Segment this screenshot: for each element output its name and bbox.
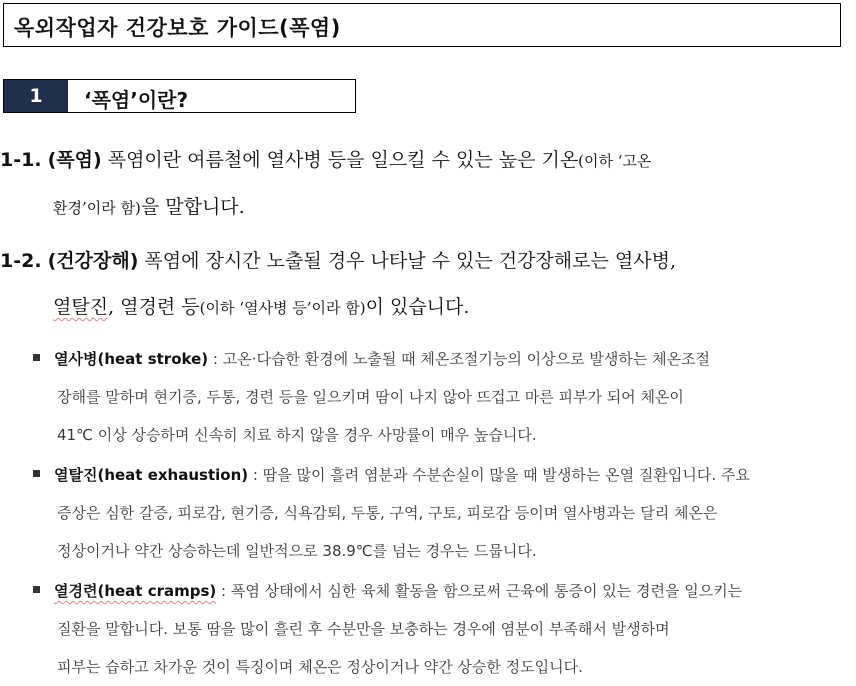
bullet-heat-cramps [33, 572, 853, 686]
paragraph-1-1-line-1 [0, 137, 848, 184]
spellcheck-word: 열탈진 [53, 296, 109, 318]
bullet-line-2: 증상은 심한 갈증, 피로감, 현기증, 식욕감퇴, 두통, 구역, 구토, 피로감 등이며 열사병과는 달리 체온은 [57, 504, 718, 522]
paragraph-label: (폭염) [47, 149, 102, 171]
paragraph-text: 폭염에 장시간 노출될 경우 나타날 수 있는 건강장해로는 열사병, [138, 250, 676, 272]
paragraph-1-2-line-1 [0, 238, 848, 284]
paragraph-1-2-line-2 [0, 284, 848, 331]
paragraph-1-1-line-2 [0, 184, 848, 231]
paragraph-text: 폭염이란 여름철에 열사병 등을 일으킬 수 있는 높은 기온 [101, 149, 579, 171]
bullet-line-1 [33, 572, 853, 610]
bullet-heat-exhaustion [33, 456, 853, 570]
bullet-term: 열경련(heat cramps) [54, 582, 217, 600]
bullet-term: 열사병(heat stroke) [54, 350, 209, 368]
bullet-line-1 [33, 456, 853, 494]
paragraph-number: 1-2. [0, 250, 42, 272]
paragraph-note: (이하 ‘열사병 등’이라 함) [199, 299, 366, 317]
paragraph-note: (이하 ‘고온 [578, 152, 652, 170]
paragraph-text: 을 말합니다. [140, 196, 245, 218]
paragraph-1-1 [0, 137, 848, 231]
paragraph-number: 1-1. [0, 149, 42, 171]
bullet-term: 열탈진(heat exhaustion) [54, 466, 249, 484]
bullet-text: : 폭염 상태에서 심한 육체 활동을 함으로써 근육에 통증이 있는 경련을 일으키는 [216, 582, 743, 600]
paragraph-note: 환경’이라 함) [53, 199, 141, 217]
document-title: 옥외작업자 건강보호 가이드(폭염) [14, 16, 341, 40]
paragraph-1-2 [0, 238, 848, 331]
bullet-line-1 [33, 340, 853, 378]
bullet-line-3: 피부는 습하고 차가운 것이 특징이며 체온은 정상이거나 약간 상승한 정도입니다. [57, 658, 583, 676]
section-number: 1 [4, 80, 68, 112]
bullet-line-3: 41℃ 이상 상승하며 신속히 치료 하지 않을 경우 사망률이 매우 높습니다. [57, 426, 537, 444]
bullet-text: : 땀을 많이 흘려 염분과 수분손실이 많을 때 발생하는 온열 질환입니다. 주요 [248, 466, 750, 484]
paragraph-text: , 열경련 등 [108, 296, 200, 318]
bullet-text: : 고온·다습한 환경에 노출될 때 체온조절기능의 이상으로 발생하는 체온조절 [208, 350, 711, 368]
bullet-line-2: 질환을 말합니다. 보통 땀을 많이 흘린 후 수분만을 보충하는 경우에 염분이 부족해서 발생하며 [57, 620, 670, 638]
bullet-line-2: 장해를 말하며 현기증, 두통, 경련 등을 일으키며 땀이 나지 않아 뜨겁고 마른 피부가 되어 체온이 [57, 388, 684, 406]
paragraph-text-end: 이 있습니다. [365, 296, 470, 318]
bullet-heat-stroke [33, 340, 853, 454]
square-bullet-icon [33, 586, 40, 593]
document-title-box [3, 3, 841, 47]
square-bullet-icon [33, 470, 40, 477]
paragraph-label: (건강장해) [47, 250, 139, 272]
bullet-line-3: 정상이거나 약간 상승하는데 일반적으로 38.9℃를 넘는 경우는 드뭅니다. [57, 542, 537, 560]
section-title: ‘폭염’이란? [84, 88, 189, 112]
square-bullet-icon [33, 354, 40, 361]
section-header [3, 79, 356, 113]
